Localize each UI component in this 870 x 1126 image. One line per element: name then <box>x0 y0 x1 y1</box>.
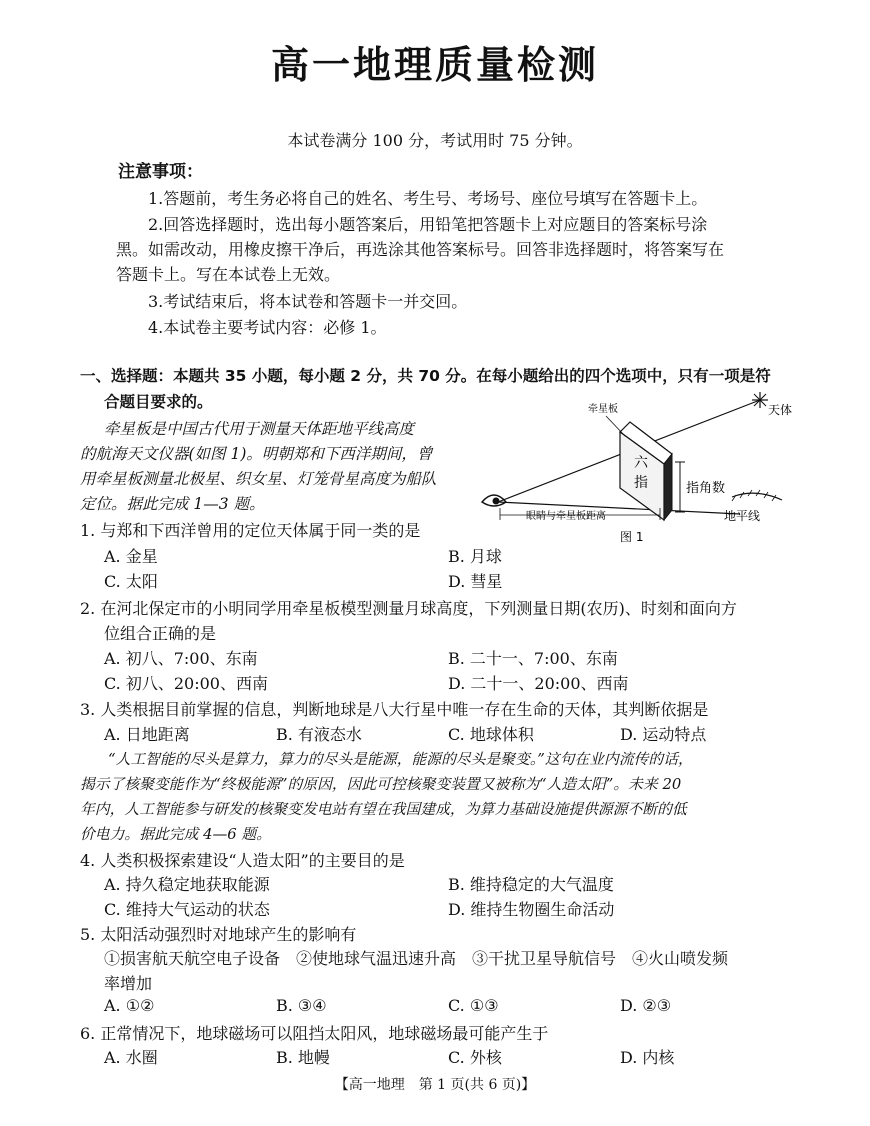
star-label: 天体 <box>768 403 793 417</box>
board-text-2: 指 <box>634 475 648 491</box>
q5-option-c: C. ①③ <box>448 996 499 1015</box>
q5-option-a: A. ①② <box>104 996 155 1015</box>
material-1-line: 用牵星板测量北极星、织女星、灯笼骨星高度为船队 <box>80 470 437 488</box>
q2-option-b: B. 二十一、7:00、东南 <box>448 649 618 668</box>
question-4-stem: 4. 人类积极探索建设“人造太阳”的主要目的是 <box>80 851 405 870</box>
q2-option-a: A. 初八、7:00、东南 <box>104 649 258 668</box>
material-2-line: 揭示了核聚变能作为“终极能源”的原因，因此可控核聚变装置又被称为“人造太阳”。未来 20 <box>80 776 682 793</box>
figure-caption: 图 1 <box>620 530 644 544</box>
horizon-label: 地平线 <box>724 509 761 523</box>
q5-option-d: D. ②③ <box>620 996 672 1015</box>
angle-label: 指角数 <box>686 481 726 496</box>
section-heading: 一、选择题：本题共 35 小题，每小题 2 分，共 70 分。在每小题给出的四个选项中，只有一项是符 <box>80 367 771 385</box>
q1-option-c: C. 太阳 <box>104 572 158 591</box>
notice-line: 1.答题前，考生务必将自己的姓名、考生号、考场号、座位号填写在答题卡上。 <box>148 189 708 208</box>
q6-option-d: D. 内核 <box>620 1048 675 1067</box>
notice-line: 4.本试卷主要考试内容：必修 1。 <box>148 318 387 337</box>
q3-option-d: D. 运动特点 <box>620 725 707 744</box>
q4-option-b: B. 维持稳定的大气温度 <box>448 875 614 894</box>
question-5-stem: 5. 太阳活动强烈时对地球产生的影响有 <box>80 925 357 944</box>
question-2-stem-cont: 位组合正确的是 <box>104 624 217 643</box>
board-label: 牵星板 <box>588 404 618 415</box>
material-1-line: 牵星板是中国古代用于测量天体距地平线高度 <box>104 420 415 438</box>
board-text-1: 六 <box>634 455 648 471</box>
figure-1-diagram <box>470 392 800 552</box>
section-heading-cont: 合题目要求的。 <box>104 393 213 411</box>
material-1-line: 的航海天文仪器(如图 1)。明朝郑和下西洋期间，曾 <box>80 445 433 463</box>
notice-line: 2.回答选择题时，选出每小题答案后，用铅笔把答题卡上对应题目的答案标号涂 <box>148 215 708 234</box>
exam-info: 本试卷满分 100 分，考试用时 75 分钟。 <box>287 131 583 150</box>
question-1-stem: 1. 与郑和下西洋曾用的定位天体属于同一类的是 <box>80 521 421 540</box>
q6-option-a: A. 水圈 <box>104 1048 158 1067</box>
q1-option-a: A. 金星 <box>104 547 158 566</box>
q5-items-cont: 率增加 <box>104 974 153 993</box>
q6-option-b: B. 地幔 <box>276 1048 330 1067</box>
q6-option-c: C. 外核 <box>448 1048 502 1067</box>
star-icon <box>752 392 768 408</box>
q3-option-c: C. 地球体积 <box>448 725 534 744</box>
material-1-line: 定位。据此完成 1—3 题。 <box>80 495 265 513</box>
q1-option-d: D. 彗星 <box>448 572 503 591</box>
q3-option-b: B. 有液态水 <box>276 725 362 744</box>
q5-option-b: B. ③④ <box>276 996 327 1015</box>
q4-option-d: D. 维持生物圈生命活动 <box>448 900 615 919</box>
q1-option-b: B. 月球 <box>448 547 502 566</box>
notice-line: 答题卡上。写在本试卷上无效。 <box>116 265 341 284</box>
material-2-line: 年内，人工智能参与研发的核聚变发电站有望在我国建成，为算力基础设施提供源源不断的低 <box>80 801 687 818</box>
q5-items: ①损害航天航空电子设备 ②使地球气温迅速升高 ③干扰卫星导航信号 ④火山喷发频 <box>104 949 729 968</box>
page-title: 高一地理质量检测 <box>270 43 599 87</box>
q3-option-a: A. 日地距离 <box>104 725 190 744</box>
question-6-stem: 6. 正常情况下，地球磁场可以阻挡太阳风，地球磁场最可能产生于 <box>80 1024 549 1043</box>
question-3-stem: 3. 人类根据目前掌握的信息，判断地球是八大行星中唯一存在生命的天体，其判断依据是 <box>80 700 709 719</box>
material-2-line: 价电力。据此完成 4—6 题。 <box>80 826 272 843</box>
notice-line: 3.考试结束后，将本试卷和答题卡一并交回。 <box>148 292 468 311</box>
q4-option-c: C. 维持大气运动的状态 <box>104 900 270 919</box>
q2-option-d: D. 二十一、20:00、西南 <box>448 674 629 693</box>
q4-option-a: A. 持久稳定地获取能源 <box>104 875 270 894</box>
q2-option-c: C. 初八、20:00、西南 <box>104 674 268 693</box>
question-2-stem: 2. 在河北保定市的小明同学用牵星板模型测量月球高度，下列测量日期(农历)、时刻和面向方 <box>80 599 737 618</box>
notice-heading: 注意事项： <box>118 162 203 182</box>
material-2-line: “人工智能的尽头是算力，算力的尽头是能源，能源的尽头是聚变。”这句在业内流传的话， <box>108 751 693 768</box>
notice-line: 黑。如需改动，用橡皮擦干净后，再选涂其他答案标号。回答非选择题时，将答案写在 <box>116 240 725 259</box>
distance-label: 眼睛与牵星板距离 <box>526 511 606 522</box>
page-footer: 【高一地理 第 1 页(共 6 页)】 <box>334 1077 536 1093</box>
